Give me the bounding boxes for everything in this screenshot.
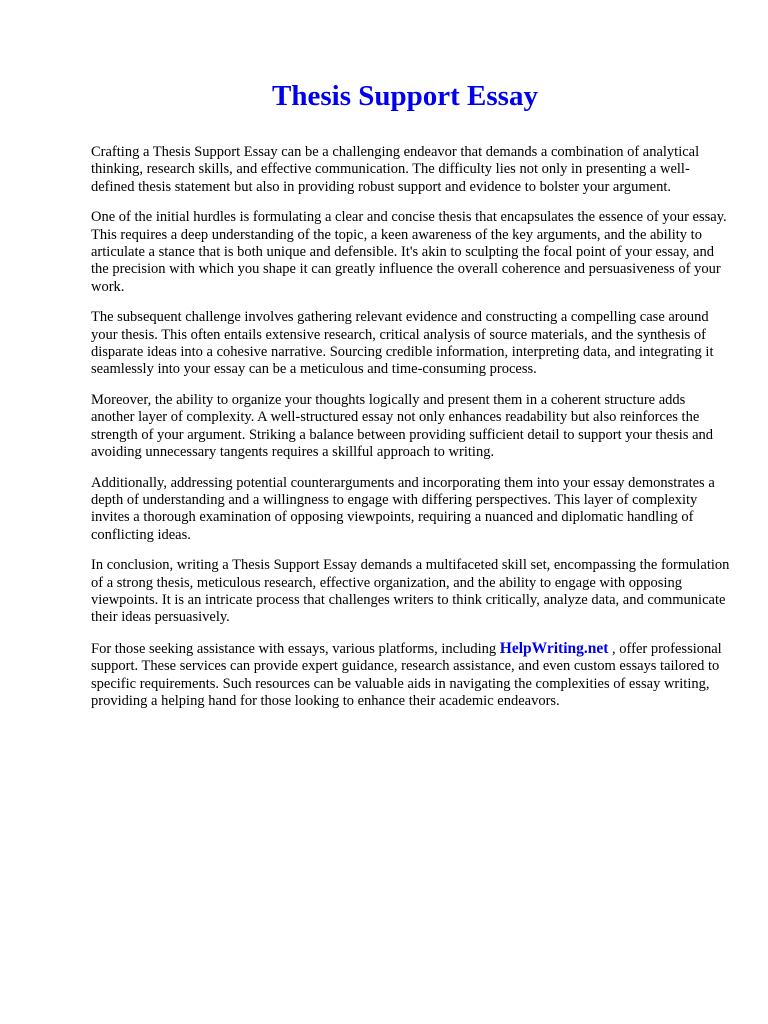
paragraph-intro: Crafting a Thesis Support Essay can be a challenging endeavor that demands a combination of analytical thinking, research skills, and effective communication. The difficulty lies not only in presenting a well-defined thesis statement but also in providing robust support and evidence to bolster your argument. xyxy=(91,144,700,195)
helpwriting-link[interactable]: HelpWriting.net xyxy=(499,639,609,657)
assistance-text-before: For those seeking assistance with essays, various platforms, including xyxy=(91,640,500,657)
assistance-text-after: , offer professional support. These services can provide expert guidance, research assistance, and even custom essays tailored to specific requirements. Such resources can be valuable aids in navigating the complexities of essay writing, providing a helping hand for those looking to enhance their academic endeavors. xyxy=(91,640,722,709)
paragraph-conclusion: In conclusion, writing a Thesis Support Essay demands a multifaceted skill set, encompassing the formulation of a strong thesis, meticulous research, effective organization, and the ability to engage with opposing viewpoints. It is an intricate process that challenges writers to think critically, analyze data, and communicate their ideas persuasively. xyxy=(91,557,730,626)
paragraph-evidence: The subsequent challenge involves gathering relevant evidence and constructing a compelling case around your thesis. This often entails extensive research, critical analysis of source materials, and the synthesis of disparate ideas into a cohesive narrative. Sourcing credible information, interpreting data, and integrating it seamlessly into your essay can be a meticulous and time-consuming process. xyxy=(91,309,714,378)
paragraph-structure: Moreover, the ability to organize your thoughts logically and present them in a coherent structure adds another layer of complexity. A well-structured essay not only enhances readability but also reinforces the strength of your argument. Striking a balance between providing sufficient detail to support your thesis and avoiding unnecessary tangents requires a skillful approach to writing. xyxy=(91,391,714,461)
page-title: Thesis Support Essay xyxy=(272,80,538,112)
essay-body xyxy=(91,144,731,723)
paragraph-thesis-formulation: One of the initial hurdles is formulating a clear and concise thesis that encapsulates the essence of your essay. This requires a deep understanding of the topic, a keen awareness of the key arguments, and the ability to articulate a stance that is both unique and defensible. It's akin to sculpting the focal point of your essay, and the precision with which you shape it can greatly influence the overall coherence and persuasiveness of your work. xyxy=(91,209,727,295)
paragraph-assistance xyxy=(91,640,731,711)
paragraph-counterarguments: Additionally, addressing potential counterarguments and incorporating them into your essay demonstrates a depth of understanding and a willingness to engage with differing perspectives. This layer of complexity invites a thorough examination of opposing viewpoints, requiring a nuanced and diplomatic handling of conflicting ideas. xyxy=(91,474,715,543)
